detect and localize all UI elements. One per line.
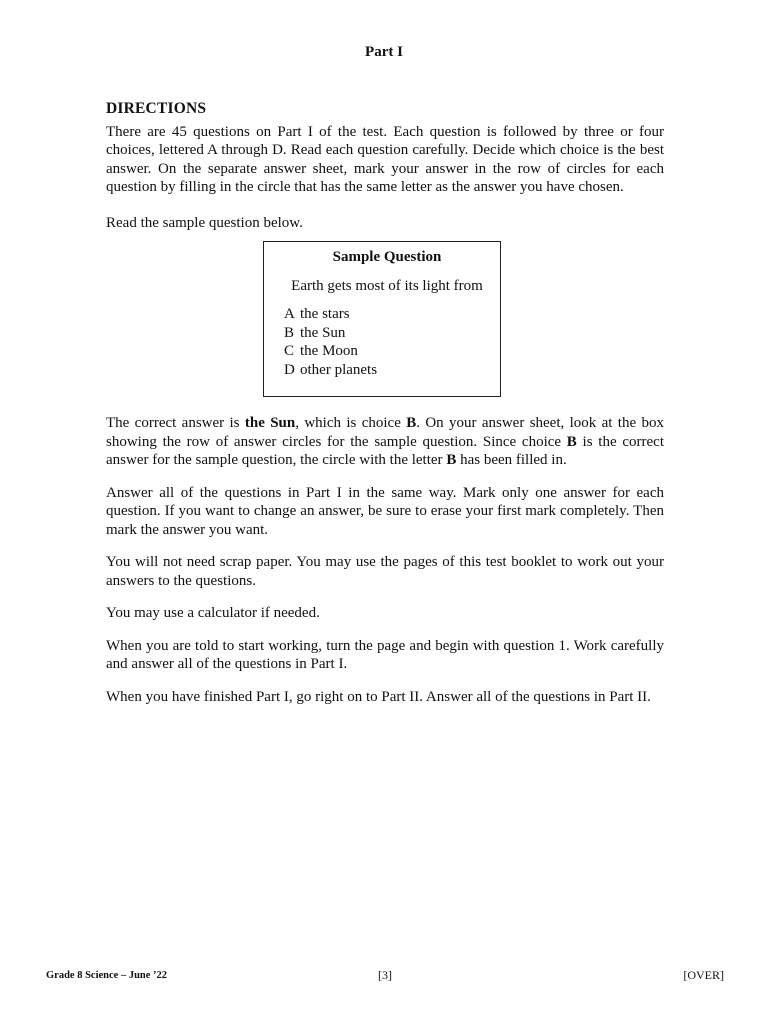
read-sample-text: Read the sample question below. [106,214,303,231]
explanation-text: The correct answer is [106,415,245,431]
choice-text: the Sun [300,324,346,341]
sample-question-title: Sample Question [332,249,442,265]
page-footer [46,968,724,986]
footer-test-name: Grade 8 Science – June ’22 [46,970,168,981]
choice-letter: A [284,306,295,322]
explanation-text: . On your answer sheet, look at the box showing the row of answer circles for the sample question. Since choice [106,415,664,450]
instruction-paragraph: When you have finished Part I, go right on to Part II. Answer all of the questions in Part II. [106,688,651,705]
directions-intro: There are 45 questions on Part I of the test. Each question is followed by three or four choices, lettered A through D. Read each question carefully. Decide which choice is the best answer. On the separate answer sheet, mark your answer in the row of circles for each question by filling in the circle that has the same letter as the answer you have chosen. [106,123,664,195]
choice-letter: B [284,324,295,341]
answer-explanation [106,414,664,470]
sample-choice-a [284,305,490,324]
sample-choice-b [284,324,490,343]
choice-text: the stars [300,306,350,322]
explanation-text: has been filled in. [456,452,567,468]
choice-text: other planets [300,361,378,378]
explanation-bold-letter: B [446,452,457,468]
instruction-paragraph: Answer all of the questions in Part I in the same way. Mark only one answer for each question. If you want to change an answer, be sure to erase your first mark completely. Then mark the answer you want. [106,484,664,538]
choice-letter: C [284,343,295,359]
footer-page-number: [3] [378,968,392,982]
sample-question-box [263,241,501,397]
directions-heading: DIRECTIONS [106,100,207,117]
footer-over-label: [OVER] [683,968,724,982]
choice-letter: D [284,361,295,378]
explanation-bold-letter: B [566,433,577,450]
explanation-bold-letter: B [406,415,417,431]
explanation-text: is the correct answer for the sample question, the circle with the letter [106,433,664,468]
sample-question-stem: Earth gets most of its light from [291,277,483,294]
part-title: Part I [365,44,403,60]
instruction-paragraph: You may use a calculator if needed. [106,605,320,621]
choice-text: the Moon [300,343,358,359]
instruction-paragraph: You will not need scrap paper. You may use the pages of this test booklet to work out your answers to the questions. [106,554,664,589]
directions-section [106,100,664,706]
explanation-text: , which is choice [295,415,407,431]
instruction-paragraph: When you are told to start working, turn the page and begin with question 1. Work carefully and answer all of the questions in Part I. [106,637,664,672]
sample-choice-d [284,361,490,380]
explanation-bold-answer: the Sun [244,415,296,431]
sample-choice-c [284,342,490,361]
